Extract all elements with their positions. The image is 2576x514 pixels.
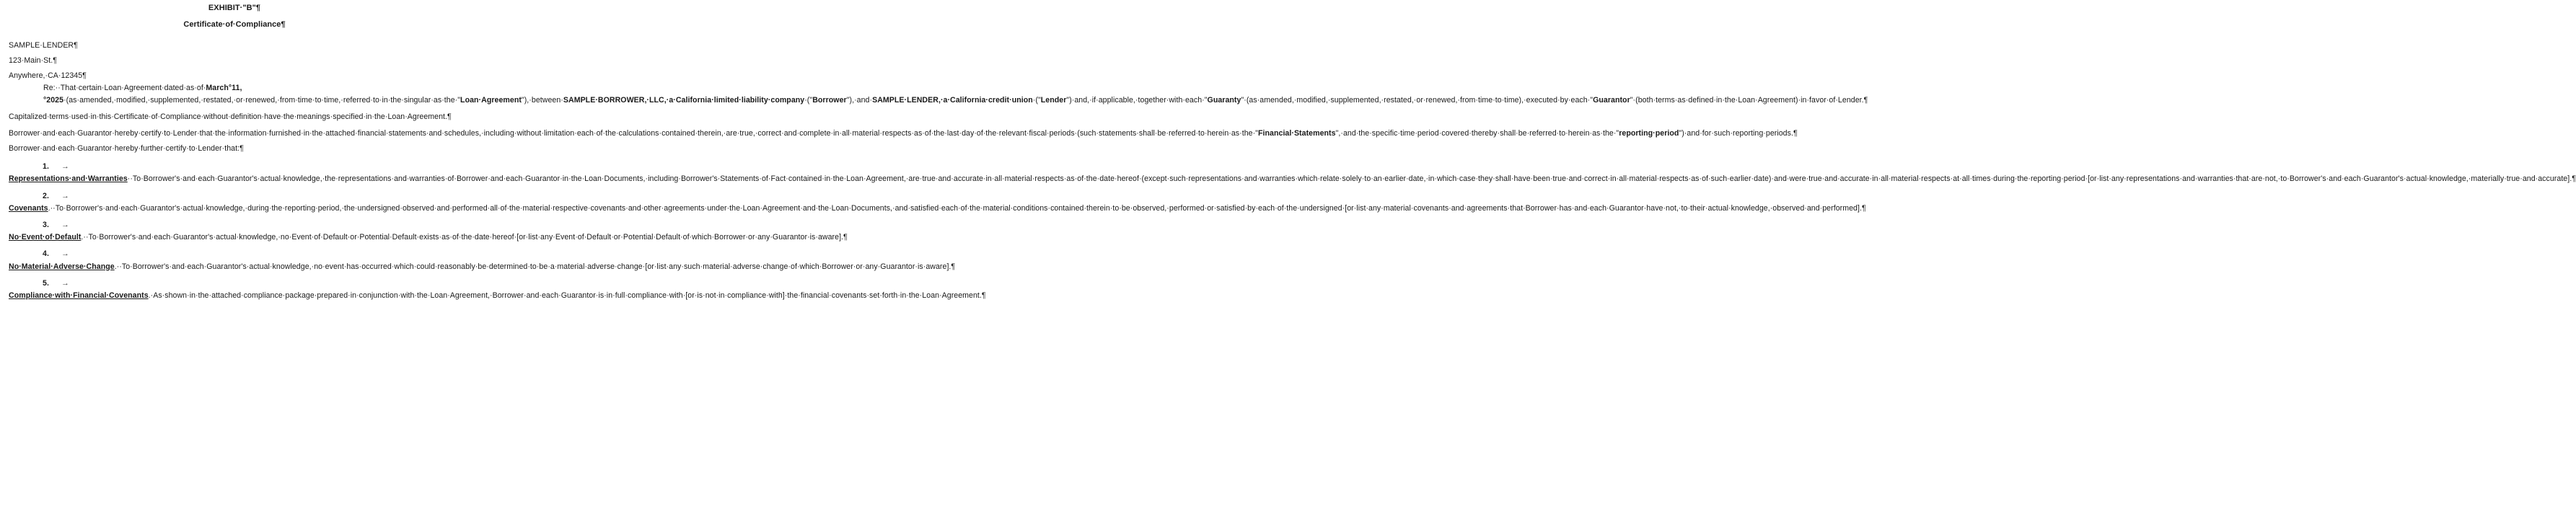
- re-defined-term: Guarantor: [1593, 96, 1630, 105]
- re-text: ·(as·amended,·modified,·supplemented,·restated,·or·renewed,·from·time·to·time,·referred·to·in·the·singular·as·the·": [63, 96, 461, 105]
- tab-arrow-icon: →: [61, 249, 69, 259]
- address-line-2: 123·Main·St.¶: [9, 56, 57, 65]
- tab-arrow-icon: →: [61, 278, 69, 288]
- numbered-item: [9, 248, 956, 272]
- address-line-3: Anywhere,·CA·12345¶: [9, 71, 87, 80]
- re-text: "·(as·amended,·modified,·supplemented,·restated,·or·renewed,·from·time·to·time),·executed·by·each·": [1241, 96, 1593, 105]
- numbered-item: [9, 278, 986, 302]
- certify-text: ",·and·the·specific·time·period·covered·thereby·shall·be·referred·to·herein·as·the·": [1335, 128, 1619, 138]
- re-text: "·(both·terms·as·defined·in·the·Loan·Agreement)·in·favor·of·Lender.¶: [1630, 96, 1868, 105]
- re-defined-term: Loan·Agreement: [460, 96, 522, 105]
- tab-arrow-icon: →: [61, 191, 69, 200]
- tab-arrow-icon: →: [61, 162, 69, 172]
- exhibit-title: EXHIBIT·"B"¶: [208, 4, 261, 12]
- re-date: March°11,°2025: [43, 84, 242, 105]
- certification-paragraph: [9, 128, 1798, 140]
- item-text: .·As·shown·in·the·attached·compliance·package·prepared·in·conjunction·with·the·Loan·Agreement,·Borrower·and·each·Guarantor·is·in·full·compliance·with·[or·is·not·in·compliance·with]·the·financial·covenants·set·forth·in·the·Loan·Agreement.¶: [148, 291, 986, 301]
- item-heading: No·Material·Adverse·Change: [9, 262, 115, 271]
- address-line-1: SAMPLE·LENDER¶: [9, 41, 78, 50]
- re-defined-term: Guaranty: [1207, 96, 1241, 105]
- re-borrower-name: SAMPLE·BORROWER,·LLC,·a·California·limited·liability·company: [563, 96, 805, 105]
- re-text: "),·and·: [846, 96, 873, 105]
- certify-text: ")·and·for·such·reporting·periods.¶: [1679, 128, 1798, 138]
- item-text: ··To·Borrower's·and·each·Guarantor's·actual·knowledge,·the·representations·and·warranties·of·Borrower·and·each·Guarantor·in·the·Loan·Documents,·including·Borrower's·Statements·of·Fact·contained·in·the·Loan·Agreement,·are·true·and·accurate·in·all·material·respects·as·of·the·date·hereof·(except·such·representations·and·warranties·which·relate·solely·to·an·earlier·date,·in·which·case·they·shall·have·been·true·and·correct·in·all·material·respects·as·of·such·earlier·date)·and·were·true·and·accurate·in·all·material·respects·at·all·times·during·the·reporting·period·[or·list·any·representations·and·warranties·that·are·not,·to·Borrower's·and·each·Guarantor's·actual·knowledge,·materially·true·and·accurate].¶: [127, 174, 2576, 184]
- re-text: ·(": [1032, 96, 1041, 105]
- numbered-item: [9, 190, 1866, 215]
- item-heading: No·Event·of·Default: [9, 233, 82, 242]
- certify-defined-term: reporting·period: [1619, 128, 1679, 138]
- certify-text: Borrower·and·each·Guarantor·hereby·certify·to·Lender·that·the·information·furnished·in·the·attached·financial·statements·and·schedules,·including·without·limitation·each·of·the·calculations·contained·therein,·are·true,·correct·and·complete·in·all·material·respects·as·of·the·last·day·of·the·relevant·fiscal·periods·(such·statements·shall·be·referred·to·herein·as·the·": [9, 128, 1258, 138]
- re-paragraph: [43, 81, 1868, 107]
- item-heading: Covenants: [9, 203, 48, 213]
- re-defined-term: Borrower: [812, 96, 847, 105]
- item-heading: Compliance·with·Financial·Covenants: [9, 291, 149, 301]
- numbered-item: [9, 161, 2576, 185]
- item-number: 1.: [43, 162, 49, 172]
- re-lender-name: SAMPLE·LENDER,·a·California·credit·union: [872, 96, 1033, 105]
- capitalized-terms-paragraph: Capitalized·terms·used·in·this·Certificate·of·Compliance·without·definition·have·the·meanings·specified·in·the·Loan·Agreement.¶: [9, 112, 452, 121]
- certify-defined-term: Financial·Statements: [1258, 128, 1336, 138]
- item-text: .··To·Borrower's·and·each·Guarantor's·actual·knowledge,·no·Event·of·Default·or·Potential·Default·exists·as·of·the·date·hereof·[or·list·any·Event·of·Default·or·Potential·Default·of·which·Borrower·or·any·Guarantor·is·aware].¶: [81, 233, 848, 242]
- item-text: .··To·Borrower's·and·each·Guarantor's·actual·knowledge,·during·the·reporting·period,·the·undersigned·observed·and·performed·all·of·the·material·respective·covenants·and·other·agreements·under·the·Loan·Agreement·and·the·Loan·Documents,·and·satisfied·each·of·the·material·conditions·contained·therein·to·be·observed,·performed·or·satisfied·by·each·of·the·undersigned·[or·list·any·material·covenants·and·agreements·that·Borrower·has·and·each·Guarantor·have·not,·to·their·actual·knowledge,·observed·and·performed].¶: [48, 203, 1866, 213]
- re-defined-term: Lender: [1040, 96, 1067, 105]
- further-certify-paragraph: Borrower·and·each·Guarantor·hereby·further·certify·to·Lender·that:¶: [9, 144, 244, 153]
- numbered-item: [9, 219, 848, 244]
- item-number: 5.: [43, 278, 49, 288]
- item-number: 2.: [43, 191, 49, 200]
- re-text: "),·between·: [521, 96, 563, 105]
- item-text: .··To·Borrower's·and·each·Guarantor's·actual·knowledge,·no·event·has·occurred·which·could·reasonably·be·determined·to·be·a·material·adverse·change·[or·list·any·such·material·adverse·change·of·which·Borrower·or·any·Guarantor·is·aware].¶: [114, 262, 956, 271]
- document-page: [9, 0, 2576, 302]
- tab-arrow-icon: →: [61, 221, 69, 230]
- document-title: Certificate·of·Compliance¶: [183, 20, 286, 29]
- re-text: ·(": [804, 96, 813, 105]
- item-number: 4.: [43, 249, 49, 259]
- item-number: 3.: [43, 221, 49, 230]
- re-text: Re:··That·certain·Loan·Agreement·dated·as·of·: [43, 84, 206, 92]
- item-heading: Representations·and·Warranties: [9, 174, 128, 184]
- re-text: ")·and,·if·applicable,·together·with·each·": [1066, 96, 1208, 105]
